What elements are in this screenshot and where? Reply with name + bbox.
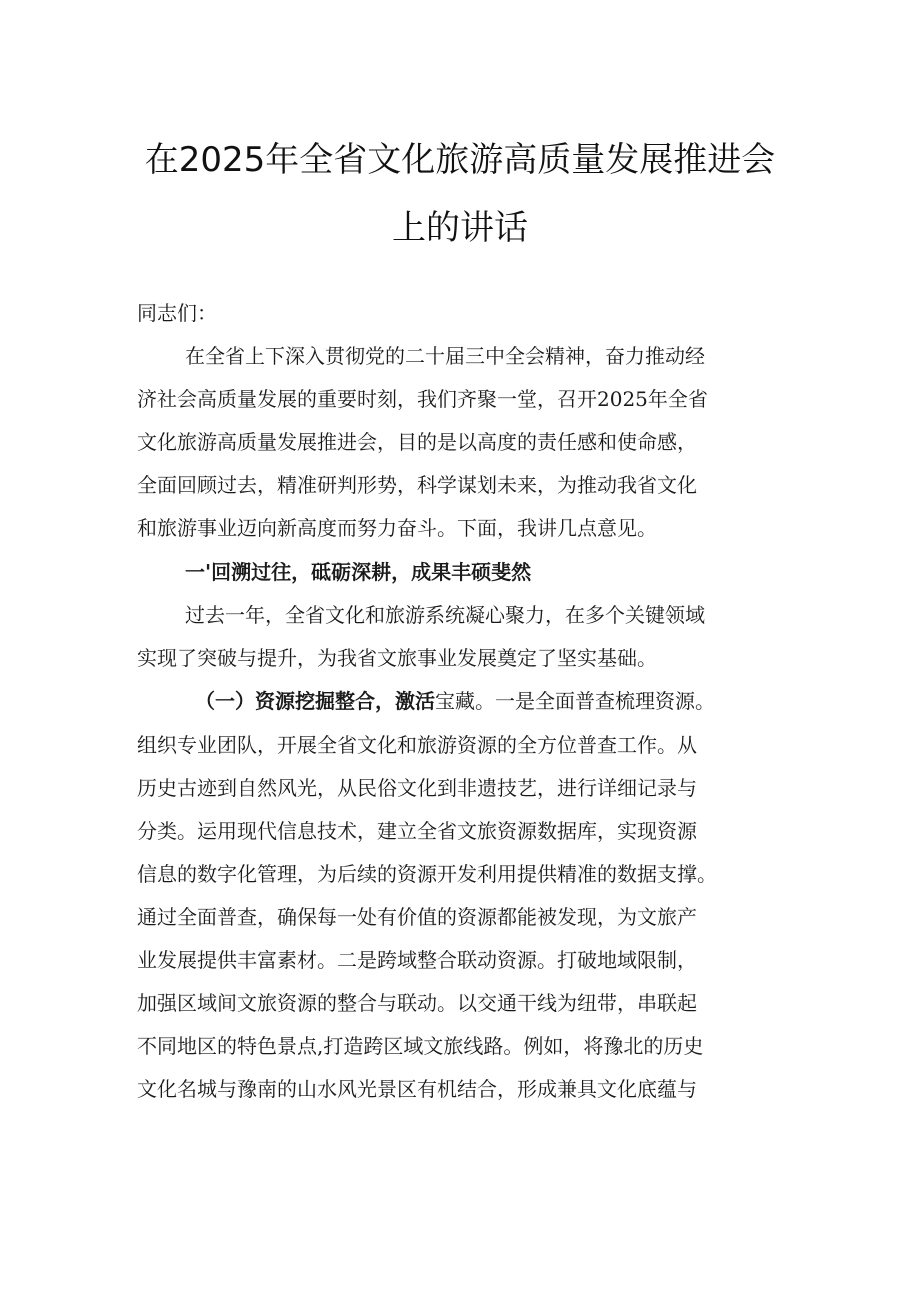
intro-line-4: 全面回顾过去，精准研判形势，科学谋划未来，为推动我省文化 — [137, 473, 697, 497]
subsection-1-body-line-1: 组织专业团队，开展全省文化和旅游资源的全方位普查工作。从 — [137, 733, 697, 757]
salutation: 同志们： — [137, 301, 217, 325]
subsection-1-body-line-6: 业发展提供丰富素材。二是跨域整合联动资源。打破地域限制， — [137, 948, 697, 972]
subsection-1-body-line-4: 信息的数字化管理，为后续的资源开发利用提供精准的数据支撑。 — [137, 862, 717, 886]
intro-line-1: 在全省上下深入贯彻党的二十届三中全会精神，奋力推动经 — [185, 344, 705, 368]
document-title-line-1: 在2025年全省文化旅游高质量发展推进会 — [144, 140, 776, 180]
subsection-1-body-line-9: 文化名城与豫南的山水风光景区有机结合，形成兼具文化底蕴与 — [137, 1077, 697, 1101]
subsection-1-body-line-3: 分类。运用现代信息技术，建立全省文旅资源数据库，实现资源 — [137, 819, 697, 843]
subsection-1-first-line-tail: 宝藏。一是全面普查梳理资源。 — [435, 689, 715, 713]
subsection-1-body-line-7: 加强区域间文旅资源的整合与联动。以交通干线为纽带，串联起 — [137, 991, 697, 1015]
section-1-intro-line-1: 过去一年，全省文化和旅游系统凝心聚力，在多个关键领域 — [185, 603, 705, 627]
document-title-line-2: 上的讲话 — [392, 208, 528, 248]
intro-line-3: 文化旅游高质量发展推进会，目的是以高度的责任感和使命感， — [137, 430, 697, 454]
subsection-1-body-line-8: 不同地区的特色景点,打造跨区域文旅线路。例如，将豫北的历史 — [137, 1034, 704, 1058]
intro-line-5: 和旅游事业迈向新高度而努力奋斗。下面，我讲几点意见。 — [137, 516, 657, 540]
intro-line-2: 济社会高质量发展的重要时刻，我们齐聚一堂，召开2025年全省 — [137, 387, 708, 411]
section-1-intro-line-2: 实现了突破与提升，为我省文旅事业发展奠定了坚实基础。 — [137, 646, 657, 670]
subsection-1-heading: （一）资源挖掘整合，激活 — [195, 689, 435, 713]
subsection-1-body-line-5: 通过全面普查，确保每一处有价值的资源都能被发现，为文旅产 — [137, 905, 697, 929]
section-1-heading: 一'回溯过往，砥砺深耕，成果丰硕斐然 — [185, 560, 532, 584]
subsection-1-body-line-2: 历史古迹到自然风光，从民俗文化到非遗技艺，进行详细记录与 — [137, 776, 697, 800]
subsection-1-first-line — [195, 686, 715, 716]
